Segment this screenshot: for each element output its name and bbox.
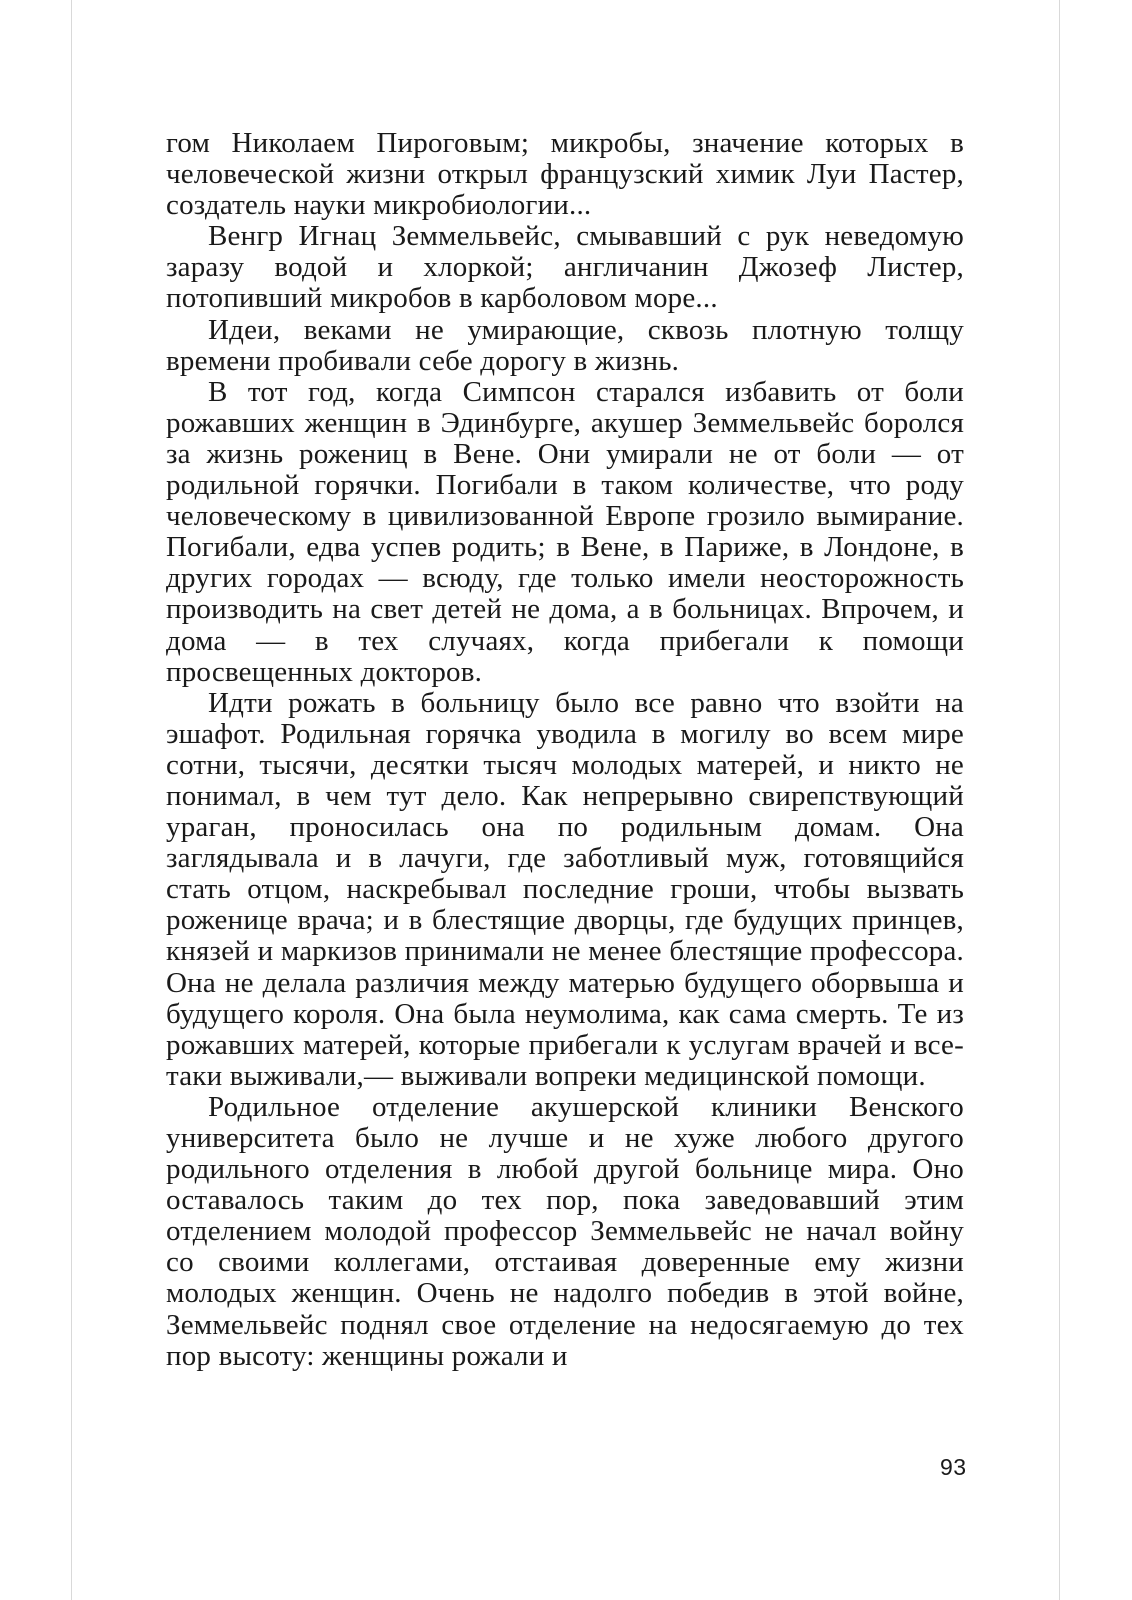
paragraph-3: Идеи, веками не умирающие, сквозь плотную толщу времени пробивали себе дорогу в жизнь. [166,313,964,377]
page-number: 93 [940,1454,967,1480]
body-text [166,128,964,1372]
paragraph-5: Идти рожать в больницу было все равно что взойти на эшафот. Родильная горячка уводила в могилу во всем мире сотни, тысячи, десятки тысяч молодых матерей, и никто не понимал, в чем тут дело. Как непрерывно свирепствующий ураган, проносилась она по родильным домам. Она заглядывала и в лачуги, где заботливый муж, готовящийся стать отцом, наскребывал последние гроши, чтобы вызвать роженице врача; и в блестящие дворцы, где будущих принцев, князей и маркизов принимали не менее блестящие профессора. Она не делала различия между матерью будущего оборвыша и будущего короля. Она была неумолима, как сама смерть. Те из рожавших матерей, которые прибегали к услугам врачей и все-таки выживали,— выживали вопреки медицинской помощи. [166,686,964,1092]
paragraph-4: В тот год, когда Симпсон старался избавить от боли рожавших женщин в Эдинбурге, акушер Земмельвейс боролся за жизнь рожениц в Вене. Они умирали не от боли — от родильной горячки. Погибали в таком количестве, что роду человеческому в цивилизованной Европе грозило вымирание. Погибали, едва успев родить; в Вене, в Париже, в Лондоне, в других городах — всюду, где только имели неосторожность производить на свет детей не дома, а в больницах. Впрочем, и дома — в тех случаях, когда прибегали к помощи просвещенных докторов. [166,375,964,688]
paragraph-2: Венгр Игнац Земмельвейс, смывавший с рук неведомую заразу водой и хлоркой; англичанин Джозеф Листер, потопивший микробов в карболовом море... [166,220,964,315]
paragraph-6: Родильное отделение акушерской клиники Венского университета было не лучше и не хуже любого другого родильного отделения в любой другой больнице мира. Оно оставалось таким до тех пор, пока заведовавший этим отделением молодой профессор Земмельвейс не начал войну со своими коллегами, отстаивая доверенные ему жизни молодых женщин. Очень не надолго победив в этой войне, Земмельвейс поднял свое отделение на недосягаемую до тех пор высоту: женщины рожали и [166,1090,964,1372]
page-edge-right [1059,0,1060,1600]
page-edge-left [71,0,72,1600]
paragraph-1: гом Николаем Пироговым; микробы, значение которых в человеческой жизни открыл французский химик Луи Пастер, создатель науки микробиологии... [166,127,964,222]
